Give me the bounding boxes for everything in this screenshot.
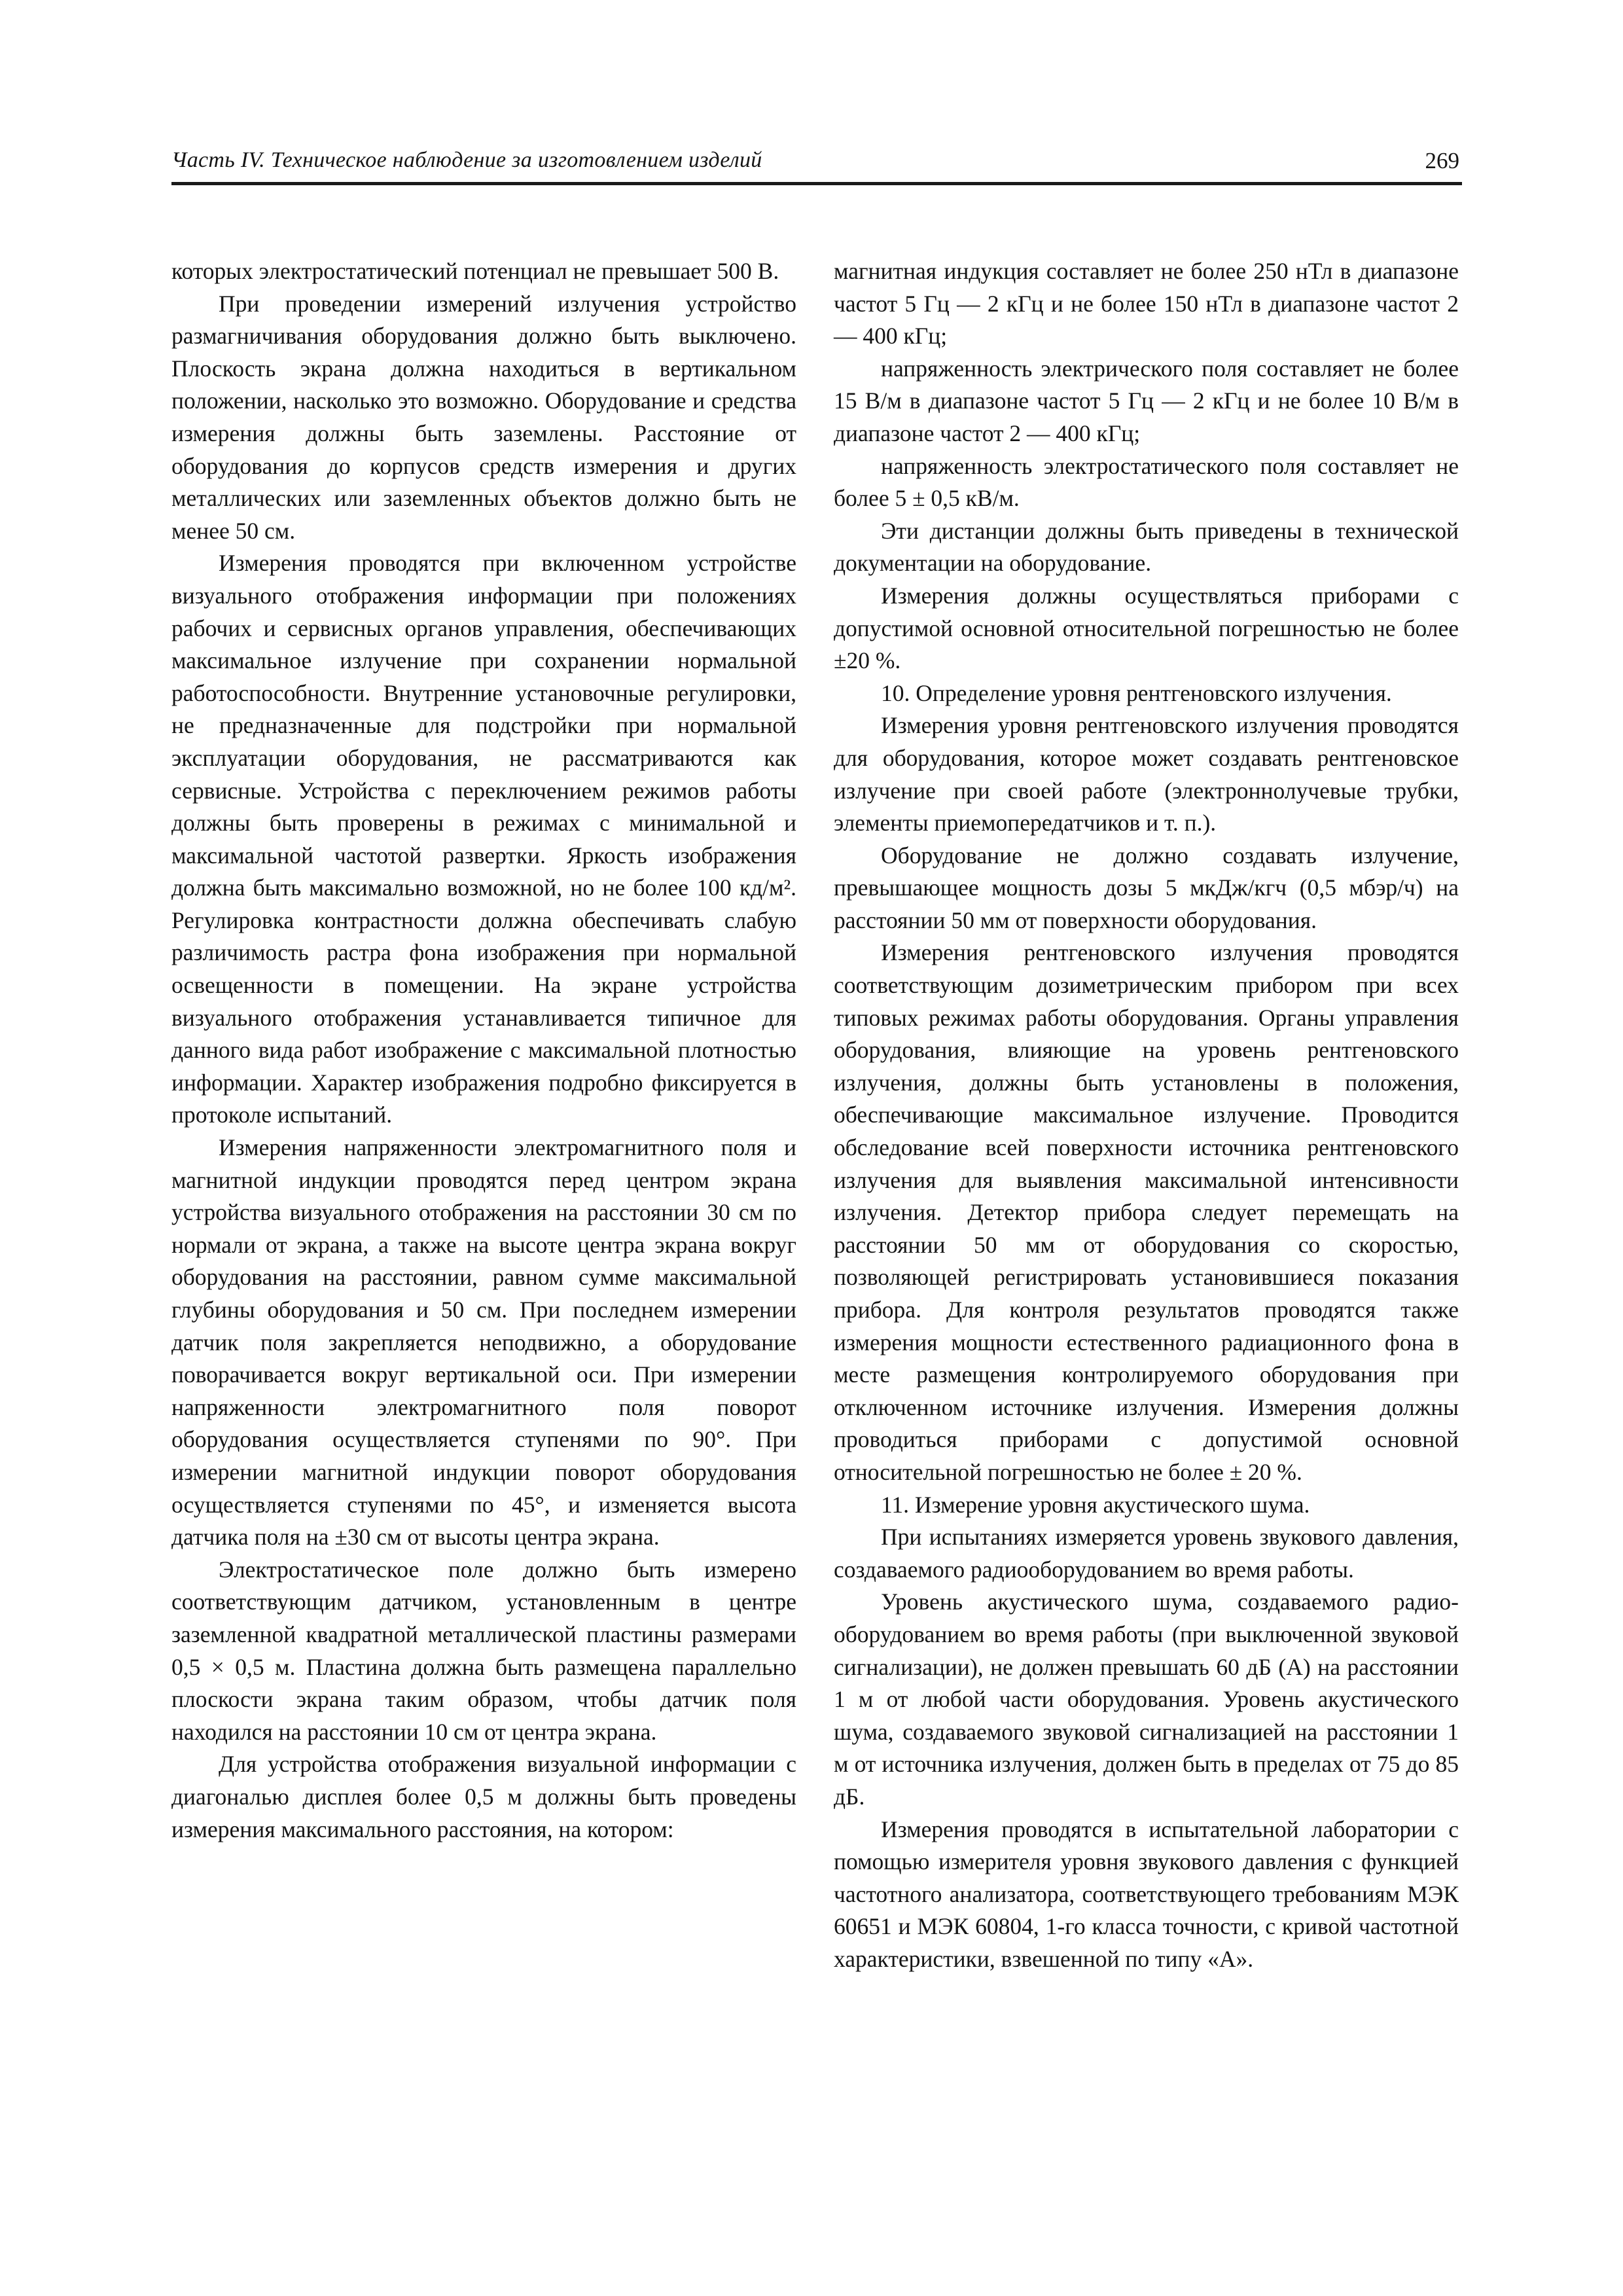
paragraph: Измерения проводятся в испытательной лаборатории с помощью измерителя уровня звукового давления с функцией частотного анализатора, соответствующего требованиям МЭК 60651 и МЭК 60804, 1-го класса точности, с кривой частотной характеристики, взвешенной по типу «А». xyxy=(834,1816,1459,1972)
paragraph: Уровень акустического шума, создаваемого радиооборудованием во время работы (при выключенной звуковой сигнализации), не должен превышать 60 дБ (А) на расстоянии 1 м от любой части оборудования. Уровень акустического шума, создаваемого звуковой сигнализацией на расстоянии 1 м от источника излучения, должен быть в пределах от 75 до 85 дБ. xyxy=(834,1588,1459,1810)
paragraph: Электростатическое поле должно быть измерено соответствующим датчиком, установленным в центре заземленной квадратной металлической пластины размерами 0,5 × 0,5 м. Пластина должна быть размещена параллельно плоскости экрана таким образом, чтобы датчик поля находился на расстоянии 10 см от центра экрана. xyxy=(171,1556,796,1745)
paragraph: которых электростатический потенциал не превышает 500 В. xyxy=(171,258,779,284)
paragraph: магнитная индукция составляет не более 250 нТл в диапазоне частот 5 Гц — 2 кГц и не более 150 нТл в диапазоне частот 2 — 400 кГц; xyxy=(834,258,1459,350)
paragraph: Измерения проводятся при включенном устройстве визуального отображения информации при положениях рабочих и сервисных органов управления, обеспечивающих максимальное излучение при сохранении нормальной работоспособности. Внутренние установочные регулировки, не предназначенные для подстройки при нормальной эксплуатации оборудования, не рассматриваются как сервисные. Устройства с переключением режимов работы должны быть проверены в режимах с минимальной и максимальной частотой развертки. Яркость изображения должна быть максимально возможной, но не более 100 кд/м². Регулировка контрастности должна обеспечивать слабую различимость растра фона изображения при нормальной освещенности в помещении. На экране устройства визуального отображения устанавливается типичное для данного вида работ изображение с максимальной плотностью информации. Характер изображения подробно фиксируется в протоколе испытаний. xyxy=(171,550,796,1128)
paragraph: Измерения напряженности электромагнитного поля и магнитной индукции проводятся перед центром экрана устройства визуального отображения на расстоянии 30 см по нормали от экрана, а также на высоте центра экрана вокруг оборудования на расстоянии, равном сумме максимальной глубины оборудования и 50 см. При последнем измерении датчик поля закрепляется неподвижно, а оборудование поворачивается вокруг вертикальной оси. При измерении напряженности электромагнитного поля поворот оборудования осуществляется ступенями по 90°. При измерении магнитной индукции поворот оборудования осуществляется ступенями по 45°, и изменяется высота датчика поля на ±30 см от высоты центра экрана. xyxy=(171,1134,796,1551)
paragraph: Измерения уровня рентгеновского излучения проводятся для оборудования, которое может создавать рентгеновское излучение при своей работе (электроннолучевые трубки, элементы приемопередатчиков и т. п.). xyxy=(834,712,1459,836)
page-number: 269 xyxy=(1425,148,1459,173)
section-heading-11: 11. Измерение уровня акустического шума. xyxy=(881,1491,1310,1518)
right-column xyxy=(834,255,1459,1975)
paragraph: Измерения должны осуществляться приборами с допустимой основной относительной погрешностью не более ±20 %. xyxy=(834,582,1459,674)
paragraph: При испытаниях измеряется уровень звукового давления, создаваемого радиооборудованием во время работы. xyxy=(834,1524,1459,1583)
paragraph: Оборудование не должно создавать излучение, превышающее мощность дозы 5 мкДж/кгч (0,5 мбэр/ч) на расстоянии 50 мм от поверхности оборудования. xyxy=(834,842,1459,933)
page-header xyxy=(171,144,1462,185)
left-column xyxy=(171,255,796,1846)
paragraph: напряженность электростатического поля составляет не более 5 ± 0,5 кВ/м. xyxy=(834,452,1459,512)
paragraph: Для устройства отображения визуальной информации с диагональю дисплея более 0,5 м должны быть проведены измерения максимального расстояния, на котором: xyxy=(171,1751,796,1842)
header-title: Часть IV. Техническое наблюдение за изготовлением изделий xyxy=(171,148,762,172)
paragraph: напряженность электрического поля составляет не более 15 В/м в диапазоне частот 5 Гц — 2 кГц и не более 10 В/м в диапазоне частот 2 — 400 кГц; xyxy=(834,355,1459,446)
paragraph: При проведении измерений излучения устройство размагничивания оборудования должно быть выключено. Плоскость экрана должна находиться в вертикальном положении, насколько это возможно. Оборудование и средства измерения должны быть заземлены. Расстояние от оборудования до корпусов средств измерения и других металлических или заземленных объектов должно быть не менее 50 см. xyxy=(171,290,796,544)
paragraph: Измерения рентгеновского излучения проводятся соответствующим дозиметрическим прибором при всех типовых режимах работы оборудования. Органы управления оборудования, влияющие на уровень рентгеновского излучения, должны быть установлены в положения, обеспечивающие максимальное излучение. Проводится обследование всей поверхности источника рентгеновского излучения для выявления максимальной интенсивности излучения. Детектор прибора следует перемещать на расстоянии 50 мм от оборудования со скоростью, позволяющей регистрировать установившиеся показания прибора. Для контроля результатов проводятся также измерения мощности естественного радиационного фона в месте размещения контролируемого оборудования при отключенном источнике излучения. Измерения должны проводиться приборами с допустимой основной относительной погрешностью не более ± 20 %. xyxy=(834,939,1459,1485)
paragraph: Эти дистанции должны быть приведены в технической документации на оборудование. xyxy=(834,517,1459,577)
section-heading-10: 10. Определение уровня рентгеновского излучения. xyxy=(881,679,1392,706)
